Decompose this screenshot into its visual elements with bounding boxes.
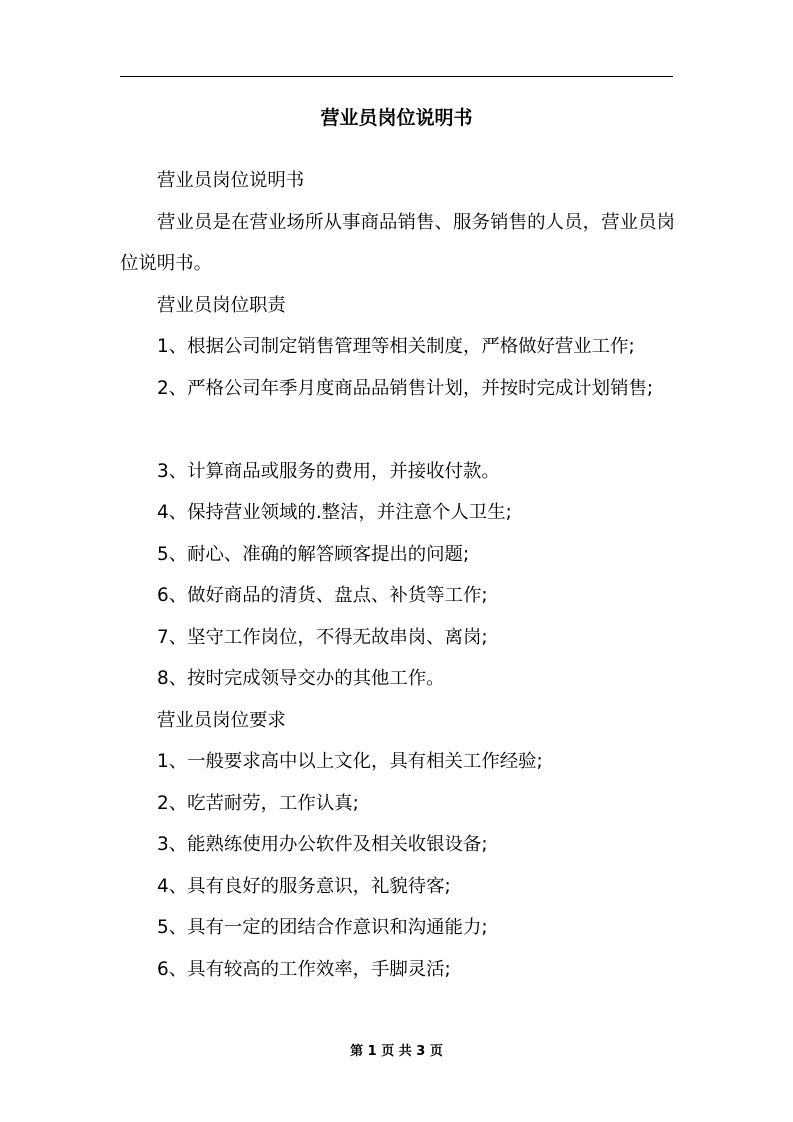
section-heading-intro: 营业员岗位说明书 <box>157 170 305 191</box>
footer-current-page: 1 <box>367 1044 377 1059</box>
requirement-item-1: 1、一般要求高中以上文化，具有相关工作经验; <box>157 751 543 772</box>
duty-item-7: 7、坚守工作岗位，不得无故串岗、离岗; <box>157 626 488 648</box>
requirement-item-4: 4、具有良好的服务意识，礼貌待客; <box>157 875 451 897</box>
intro-paragraph: 营业员是在营业场所从事商品销售、服务销售的人员，营业员岗位说明书。 <box>120 211 675 274</box>
duty-item-8: 8、按时完成领导交办的其他工作。 <box>157 668 445 689</box>
requirement-item-2: 2、吃苦耐劳，工作认真; <box>157 792 359 814</box>
duty-item-2: 2、严格公司年季月度商品品销售计划，并按时完成计划销售; <box>157 377 654 399</box>
document-body <box>120 160 675 990</box>
duty-item-6: 6、做好商品的清货、盘点、补货等工作; <box>157 585 488 606</box>
page-footer <box>0 1042 793 1062</box>
requirement-item-5: 5、具有一定的团结合作意识和沟通能力; <box>157 917 488 938</box>
duty-item-1: 1、根据公司制定销售管理等相关制度，严格做好营业工作; <box>157 336 635 357</box>
footer-suffix: 页 <box>429 1044 443 1059</box>
footer-prefix: 第 <box>350 1044 364 1059</box>
document-title: 营业员岗位说明书 <box>320 107 473 129</box>
footer-total-pages: 3 <box>416 1044 426 1059</box>
requirement-item-6: 6、具有较高的工作效率，手脚灵活; <box>157 958 451 980</box>
section-heading-duties: 营业员岗位职责 <box>157 294 286 316</box>
section-heading-requirements: 营业员岗位要求 <box>157 709 286 731</box>
duty-item-4: 4、保持营业领域的.整洁，并注意个人卫生; <box>157 502 512 523</box>
header-rule <box>120 76 673 77</box>
duty-item-5: 5、耐心、准确的解答顾客提出的问题; <box>157 543 470 565</box>
duty-item-3: 3、计算商品或服务的费用，并接收付款。 <box>157 460 500 482</box>
requirement-item-3: 3、能熟练使用办公软件及相关收银设备; <box>157 834 488 855</box>
blank-line <box>120 409 675 451</box>
footer-middle: 页 共 <box>381 1044 412 1059</box>
